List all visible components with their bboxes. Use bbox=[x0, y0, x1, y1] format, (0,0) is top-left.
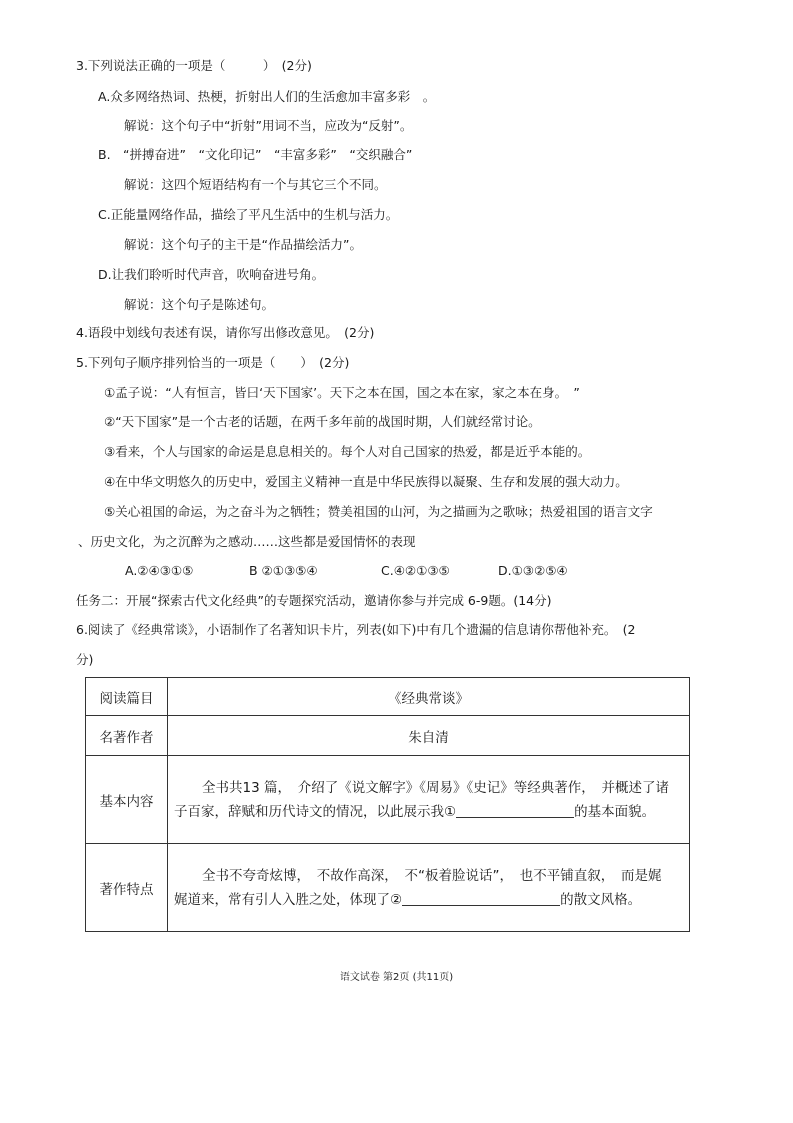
q5-sentence-5-continued: 、历史文化，为之沉醉为之感动……这些都是爱国情怀的表现 bbox=[78, 534, 416, 549]
value-features bbox=[168, 844, 690, 932]
content-text-before: 全书共13 篇， 介绍了《说文解字》《周易》《史记》等经典著作， 并概述了诸子百家，辞赋和历代诗文的情况，以此展示我① bbox=[174, 779, 669, 820]
feature-text-after: 的散文风格。 bbox=[560, 891, 642, 908]
q5-choice-c: C.④②①③⑤ bbox=[381, 563, 450, 578]
value-reading-title: 《经典常谈》 bbox=[168, 678, 690, 716]
table-row bbox=[86, 716, 690, 756]
q5-sentence-5: ⑤关心祖国的命运，为之奋斗为之牺牲；赞美祖国的山河，为之描画为之歌咏；热爱祖国的语言文字 bbox=[104, 504, 653, 519]
q3-option-d: D.让我们聆听时代声音，吹响奋进号角。 bbox=[98, 267, 325, 282]
q3-option-a: A.众多网络热词、热梗，折射出人们的生活愈加丰富多彩 。 bbox=[98, 89, 436, 104]
feature-text-before: 全书不夸奇炫博， 不故作高深， 不“板着脸说话”， 也不平铺直叙， 而是娓娓道来，常有引人入胜之处，体现了② bbox=[174, 867, 662, 908]
label-author: 名著作者 bbox=[86, 716, 168, 756]
q3-option-c-explanation: 解说：这个句子的主干是“作品描绘活力”。 bbox=[124, 237, 362, 252]
table-row bbox=[86, 844, 690, 932]
q5-sentence-1: ①孟子说：“人有恒言，皆曰‘天下国家’。天下之本在国，国之本在家，家之本在身。 ” bbox=[104, 385, 580, 400]
q3-option-a-explanation: 解说：这个句子中“折射”用词不当，应改为“反射”。 bbox=[124, 118, 413, 133]
value-basic-content bbox=[168, 756, 690, 844]
table-row bbox=[86, 678, 690, 716]
q3-option-d-explanation: 解说：这个句子是陈述句。 bbox=[124, 297, 275, 312]
label-reading-title: 阅读篇目 bbox=[86, 678, 168, 716]
content-text-after: 的基本面貌。 bbox=[574, 803, 656, 820]
q3-stem: 3.下列说法正确的一项是（ ） (2分) bbox=[76, 58, 312, 73]
label-features: 著作特点 bbox=[86, 844, 168, 932]
q5-sentence-3: ③看来，个人与国家的命运是息息相关的。每个人对自己国家的热爱，都是近乎本能的。 bbox=[104, 444, 591, 459]
table-row bbox=[86, 756, 690, 844]
q3-option-b: B. “拼搏奋进” “文化印记” “丰富多彩” “交织融合” bbox=[98, 147, 413, 162]
page-footer: 语文试卷 第2页 (共11页) bbox=[339, 972, 454, 983]
q6-stem-line1: 6.阅读了《经典常谈》，小语制作了名著知识卡片，列表(如下)中有几个遗漏的信息请你帮他补充。 (2 bbox=[76, 622, 636, 637]
q5-choice-b: B ②①③⑤④ bbox=[249, 563, 318, 578]
answer-blank-1[interactable] bbox=[456, 803, 574, 818]
knowledge-card-table bbox=[85, 677, 690, 932]
q4-stem: 4.语段中划线句表述有误，请你写出修改意见。 (2分) bbox=[76, 325, 375, 340]
q6-stem-line2: 分) bbox=[76, 652, 94, 667]
q5-choice-a: A.②④③①⑤ bbox=[125, 563, 194, 578]
value-author: 朱自清 bbox=[168, 716, 690, 756]
q5-sentence-4: ④在中华文明悠久的历史中，爱国主义精神一直是中华民族得以凝聚、生存和发展的强大动力。 bbox=[104, 474, 628, 489]
q5-sentence-2: ②“天下国家”是一个古老的话题，在两千多年前的战国时期，人们就经常讨论。 bbox=[104, 414, 541, 429]
answer-blank-2[interactable] bbox=[402, 891, 560, 906]
q3-option-b-explanation: 解说：这四个短语结构有一个与其它三个不同。 bbox=[124, 177, 387, 192]
task2-heading: 任务二：开展“探索古代文化经典”的专题探究活动，邀请你参与并完成 6-9题。(14分) bbox=[76, 593, 552, 608]
label-basic-content: 基本内容 bbox=[86, 756, 168, 844]
q5-stem: 5.下列句子顺序排列恰当的一项是（ ） (2分) bbox=[76, 355, 350, 370]
q3-option-c: C.正能量网络作品，描绘了平凡生活中的生机与活力。 bbox=[98, 207, 399, 222]
q5-choice-d: D.①③②⑤④ bbox=[498, 563, 568, 578]
